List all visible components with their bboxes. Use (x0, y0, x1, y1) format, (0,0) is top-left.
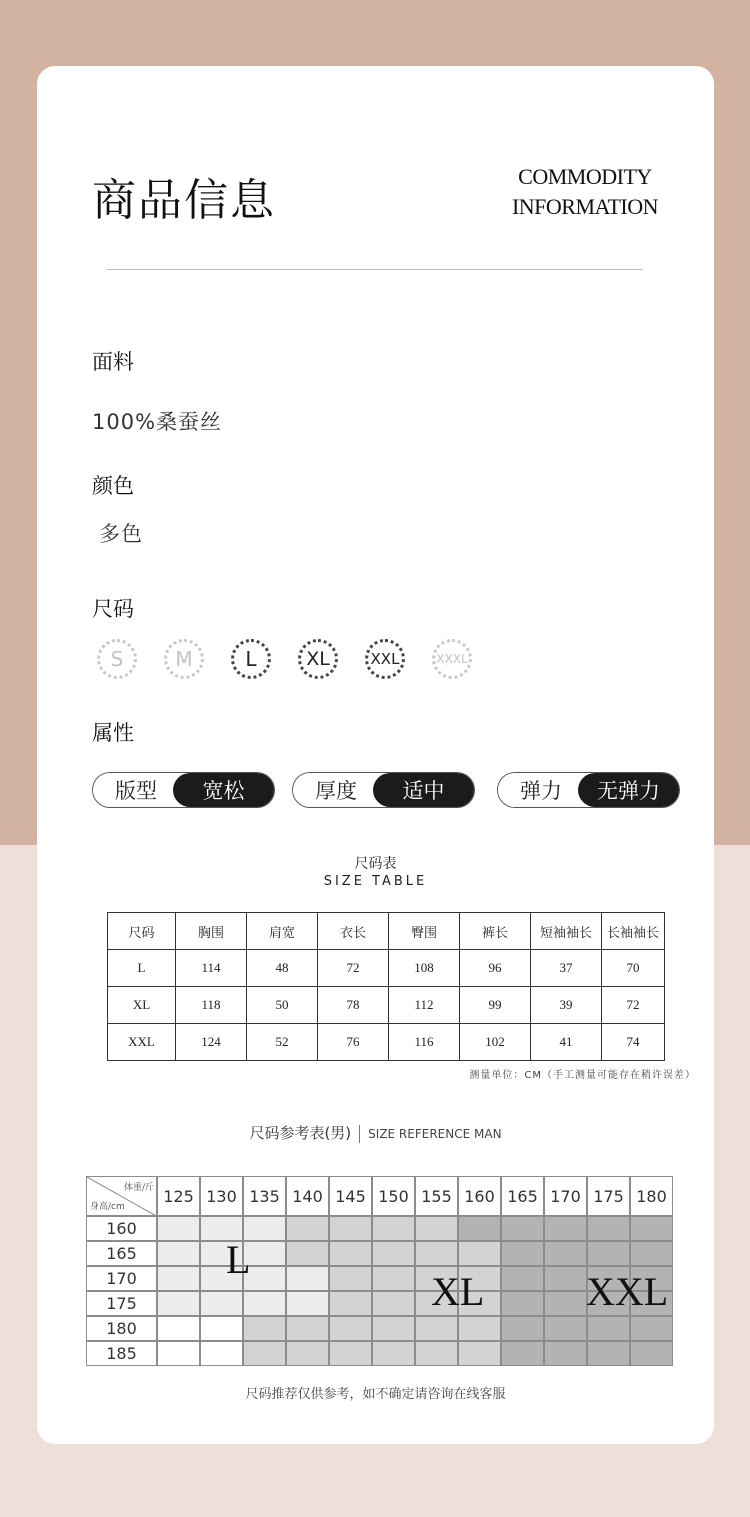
product-info-card (37, 66, 714, 1444)
grid-cell (286, 1216, 329, 1241)
size-table-cell: 70 (602, 950, 665, 987)
height-header: 160 (86, 1216, 157, 1241)
size-table-row (108, 1024, 665, 1061)
grid-cell (544, 1241, 587, 1266)
grid-cell (329, 1291, 372, 1316)
grid-cell (157, 1266, 200, 1291)
page-title: 商品信息 (92, 175, 276, 226)
grid-cell (372, 1316, 415, 1341)
grid-cell (329, 1241, 372, 1266)
size-table (107, 912, 665, 1061)
grid-cell (286, 1291, 329, 1316)
grid-cell (200, 1316, 243, 1341)
color-value: 多色 (99, 522, 143, 546)
attribute-value: 适中 (373, 773, 474, 807)
grid-cell (415, 1216, 458, 1241)
size-table-cell: L (108, 950, 176, 987)
size-table-cell: 108 (389, 950, 460, 987)
size-table-cell: XL (108, 987, 176, 1024)
size-table-row (108, 987, 665, 1024)
fabric-value: 100%桑蚕丝 (92, 410, 223, 434)
grid-cell (630, 1216, 673, 1241)
grid-cell (372, 1266, 415, 1291)
size-table-cell: 72 (602, 987, 665, 1024)
weight-header: 170 (544, 1176, 587, 1216)
reference-title-cn: 尺码参考表(男) (249, 1124, 352, 1142)
size-table-cell: 74 (602, 1024, 665, 1061)
size-table-header-cell: 长袖袖长 (602, 913, 665, 950)
grid-cell (501, 1241, 544, 1266)
grid-cell (157, 1341, 200, 1366)
size-option-xl[interactable]: XL (298, 639, 338, 679)
size-option-xxl[interactable]: XXL (365, 639, 405, 679)
size-table-cell: 102 (460, 1024, 531, 1061)
grid-cell (200, 1291, 243, 1316)
weight-header: 165 (501, 1176, 544, 1216)
size-option-l[interactable]: L (231, 639, 271, 679)
grid-cell (458, 1241, 501, 1266)
size-table-header-cell: 尺码 (108, 913, 176, 950)
size-zone-label-l: L (226, 1237, 251, 1282)
grid-cell (501, 1266, 544, 1291)
measurement-note: 测量单位：CM（手工测量可能存在稍许误差） (469, 1070, 696, 1081)
attribute-key: 版型 (93, 773, 179, 807)
attribute-key: 厚度 (293, 773, 379, 807)
grid-cell (243, 1291, 286, 1316)
size-table-cell: 118 (176, 987, 247, 1024)
grid-cell (157, 1316, 200, 1341)
weight-header: 155 (415, 1176, 458, 1216)
size-table-cell: 112 (389, 987, 460, 1024)
weight-header: 140 (286, 1176, 329, 1216)
attributes-label: 属性 (92, 721, 134, 745)
corner-weight-label: 体重/斤 (123, 1183, 154, 1193)
grid-cell (157, 1291, 200, 1316)
size-table-header-cell: 短袖袖长 (531, 913, 602, 950)
weight-header: 180 (630, 1176, 673, 1216)
grid-cell (157, 1216, 200, 1241)
grid-cell (157, 1241, 200, 1266)
grid-cell (501, 1316, 544, 1341)
grid-cell (544, 1316, 587, 1341)
attribute-pill-elasticity (497, 772, 680, 808)
size-table-row (108, 950, 665, 987)
size-table-cell: 72 (318, 950, 389, 987)
weight-header: 130 (200, 1176, 243, 1216)
size-table-cell: 116 (389, 1024, 460, 1061)
grid-cell (630, 1241, 673, 1266)
size-table-header-cell: 裤长 (460, 913, 531, 950)
height-header: 175 (86, 1291, 157, 1316)
height-header: 185 (86, 1341, 157, 1366)
grid-cell (501, 1291, 544, 1316)
size-table-subtitle: SIZE TABLE (323, 874, 428, 889)
attribute-key: 弹力 (498, 773, 584, 807)
height-header: 165 (86, 1241, 157, 1266)
grid-cell (329, 1266, 372, 1291)
grid-cell (587, 1316, 630, 1341)
title-en-line2: INFORMATION (511, 194, 658, 219)
weight-header: 160 (458, 1176, 501, 1216)
size-table-cell: 48 (247, 950, 318, 987)
grid-cell (587, 1241, 630, 1266)
reference-title-en: SIZE REFERENCE MAN (368, 1127, 502, 1141)
size-table-cell: 37 (531, 950, 602, 987)
size-table-header-cell: 胸围 (176, 913, 247, 950)
weight-header: 150 (372, 1176, 415, 1216)
grid-cell (415, 1316, 458, 1341)
grid-cell (587, 1216, 630, 1241)
attribute-pill-thickness (292, 772, 475, 808)
grid-cell (286, 1241, 329, 1266)
height-header: 180 (86, 1316, 157, 1341)
grid-cell (501, 1341, 544, 1366)
grid-cell (630, 1316, 673, 1341)
size-table-cell: 41 (531, 1024, 602, 1061)
grid-cell (286, 1266, 329, 1291)
size-option-xxxl[interactable]: XXXL (432, 639, 472, 679)
size-table-title: 尺码表 (354, 856, 397, 872)
title-en-line1: COMMODITY (518, 164, 652, 189)
weight-header: 135 (243, 1176, 286, 1216)
size-table-cell: 50 (247, 987, 318, 1024)
grid-cell (544, 1266, 587, 1291)
grid-cell (372, 1216, 415, 1241)
size-table-cell: 124 (176, 1024, 247, 1061)
size-table-header-cell: 臀围 (389, 913, 460, 950)
size-table-cell: 39 (531, 987, 602, 1024)
size-table-header-cell: 衣长 (318, 913, 389, 950)
size-option-s[interactable]: S (97, 639, 137, 679)
size-table-header-cell: 肩宽 (247, 913, 318, 950)
reference-footnote: 尺码推荐仅供参考，如不确定请咨询在线客服 (245, 1387, 506, 1402)
weight-header: 145 (329, 1176, 372, 1216)
attribute-value: 无弹力 (578, 773, 679, 807)
grid-cell (372, 1241, 415, 1266)
grid-cell (286, 1316, 329, 1341)
grid-cell (415, 1341, 458, 1366)
size-table-cell: XXL (108, 1024, 176, 1061)
grid-cell (544, 1216, 587, 1241)
weight-header: 175 (587, 1176, 630, 1216)
attribute-value: 宽松 (173, 773, 274, 807)
grid-cell (587, 1341, 630, 1366)
grid-cell (544, 1341, 587, 1366)
size-table-cell: 78 (318, 987, 389, 1024)
size-table-cell: 76 (318, 1024, 389, 1061)
header-divider (107, 269, 643, 270)
size-label: 尺码 (92, 597, 134, 621)
grid-cell (458, 1316, 501, 1341)
grid-cell (372, 1291, 415, 1316)
fabric-label: 面料 (92, 350, 134, 374)
grid-cell (415, 1241, 458, 1266)
size-table-header-row (108, 913, 665, 950)
title-separator (359, 1125, 360, 1143)
height-header: 170 (86, 1266, 157, 1291)
attribute-pill-fit (92, 772, 275, 808)
grid-corner-cell (86, 1176, 157, 1216)
color-label: 颜色 (92, 474, 134, 498)
page-title-en (512, 162, 658, 222)
grid-cell (458, 1341, 501, 1366)
grid-cell (329, 1216, 372, 1241)
size-options (97, 639, 499, 679)
size-zone-label-xl: XL (431, 1269, 485, 1314)
grid-cell (458, 1216, 501, 1241)
weight-header: 125 (157, 1176, 200, 1216)
reference-title (37, 1122, 714, 1143)
grid-cell (630, 1341, 673, 1366)
grid-cell (372, 1341, 415, 1366)
grid-cell (243, 1341, 286, 1366)
size-zone-label-xxl: XXL (586, 1269, 669, 1314)
size-table-cell: 114 (176, 950, 247, 987)
grid-cell (329, 1341, 372, 1366)
grid-cell (501, 1216, 544, 1241)
size-reference-grid (86, 1176, 673, 1366)
grid-cell (544, 1291, 587, 1316)
grid-cell (200, 1341, 243, 1366)
size-table-cell: 52 (247, 1024, 318, 1061)
grid-cell (329, 1316, 372, 1341)
size-option-m[interactable]: M (164, 639, 204, 679)
corner-height-label: 身高/cm (90, 1202, 125, 1212)
size-table-cell: 99 (460, 987, 531, 1024)
size-table-cell: 96 (460, 950, 531, 987)
grid-cell (286, 1341, 329, 1366)
grid-cell (243, 1316, 286, 1341)
